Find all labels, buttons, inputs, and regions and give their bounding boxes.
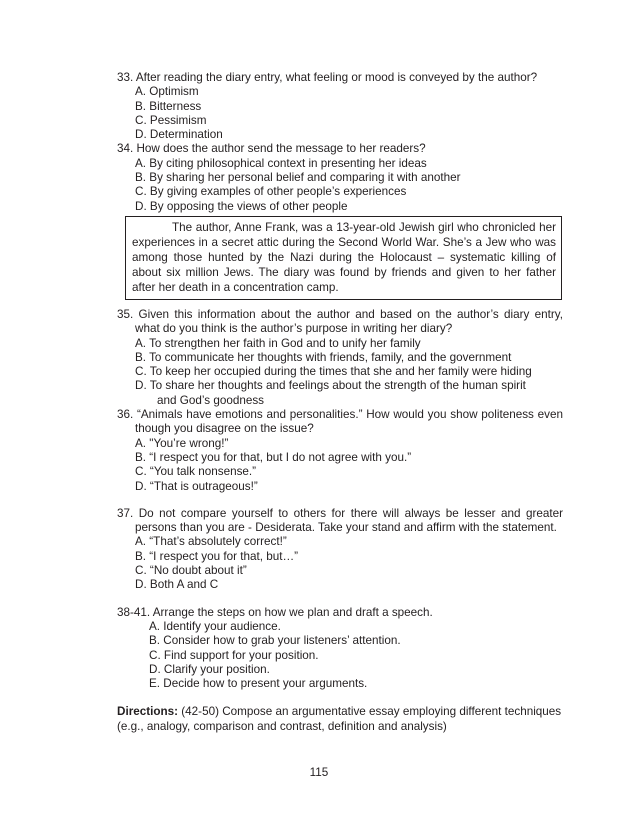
question-text: 38-41. Arrange the steps on how we plan and draft a speech. xyxy=(117,605,433,619)
question-38-41 xyxy=(117,606,563,692)
option-c: C. By giving examples of other people’s experiences xyxy=(135,185,407,199)
question-text: 33. After reading the diary entry, what feeling or mood is conveyed by the author? xyxy=(117,71,538,84)
options xyxy=(117,535,563,592)
option-c: C. “You talk nonsense.” xyxy=(135,465,257,479)
options xyxy=(117,337,563,408)
page-content xyxy=(117,71,563,734)
option-c: C. Find support for your position. xyxy=(149,648,319,662)
page-number: 115 xyxy=(309,766,329,779)
question-34 xyxy=(117,142,563,213)
option-b: B. To communicate her thoughts with friends, family, and the government xyxy=(135,350,512,364)
options xyxy=(117,85,563,142)
option-a: A. Optimism xyxy=(135,85,199,99)
question-text: 34. How does the author send the message to her readers? xyxy=(117,142,426,156)
question-text: 35. Given this information about the author and based on the author’s diary entry, what do you think is the author’s purpose in writing her diary? xyxy=(117,307,563,336)
spacer xyxy=(117,691,563,704)
option-b: B. “I respect you for that, but I do not agree with you.” xyxy=(135,450,412,464)
directions-label: Directions: xyxy=(117,705,179,719)
option-b: B. Consider how to grab your listeners’ attention. xyxy=(149,634,401,648)
directions-text: (42-50) Compose an argumentative essay employing different techniques (e.g., analogy, comparison and contrast, definition and analysis) xyxy=(117,705,562,734)
option-a: A. Identify your audience. xyxy=(149,619,281,633)
question-33 xyxy=(117,71,563,142)
question-36 xyxy=(117,408,563,494)
option-a: A. To strengthen her faith in God and to unify her family xyxy=(135,336,421,350)
option-c: C. “No doubt about it” xyxy=(135,564,247,578)
option-c: C. To keep her occupied during the times that she and her family were hiding xyxy=(135,365,532,379)
option-a: A. By citing philosophical context in presenting her ideas xyxy=(135,156,427,170)
spacer xyxy=(117,593,563,606)
options xyxy=(117,157,563,214)
option-d-continuation: and God’s goodness xyxy=(157,393,265,407)
passage-text: The author, Anne Frank, was a 13-year-old Jewish girl who chronicled her experiences in a secret attic during the Second World War. She’s a Jew who was among those hunted by the Nazi during the Holocaust – systematic killing of about six million Jews. The diary was found by friends and given to her father after her death in a concentration camp. xyxy=(132,220,556,294)
option-b: B. “I respect you for that, but…” xyxy=(135,549,299,563)
options xyxy=(117,620,563,691)
question-text: 37. Do not compare yourself to others for there will always be lesser and greater persons than you are - Desiderata. Take your stand and affirm with the statement. xyxy=(117,506,563,535)
option-d-text: D. To share her thoughts and feelings about the strength of the human spirit xyxy=(135,379,526,393)
option-b: B. By sharing her personal belief and comparing it with another xyxy=(135,171,461,185)
question-35 xyxy=(117,308,563,408)
option-d xyxy=(135,379,563,408)
author-info-box xyxy=(125,216,562,300)
directions xyxy=(117,704,563,734)
option-d: D. “That is outrageous!” xyxy=(135,479,258,493)
option-a: A. "You’re wrong!” xyxy=(135,436,229,450)
option-e: E. Decide how to present your arguments. xyxy=(149,677,368,691)
question-37 xyxy=(117,507,563,593)
question-text: 36. “Animals have emotions and personalities.” How would you show politeness even though you disagree on the issue? xyxy=(117,408,563,436)
option-a: A. “That’s absolutely correct!” xyxy=(135,535,287,549)
option-d: D. Determination xyxy=(135,128,223,142)
option-b: B. Bitterness xyxy=(135,99,202,113)
option-d: D. Clarify your position. xyxy=(149,662,270,676)
options xyxy=(117,437,563,494)
option-d: D. Both A and C xyxy=(135,578,219,592)
option-c: C. Pessimism xyxy=(135,113,207,127)
spacer xyxy=(117,494,563,507)
option-d: D. By opposing the views of other people xyxy=(135,199,348,213)
